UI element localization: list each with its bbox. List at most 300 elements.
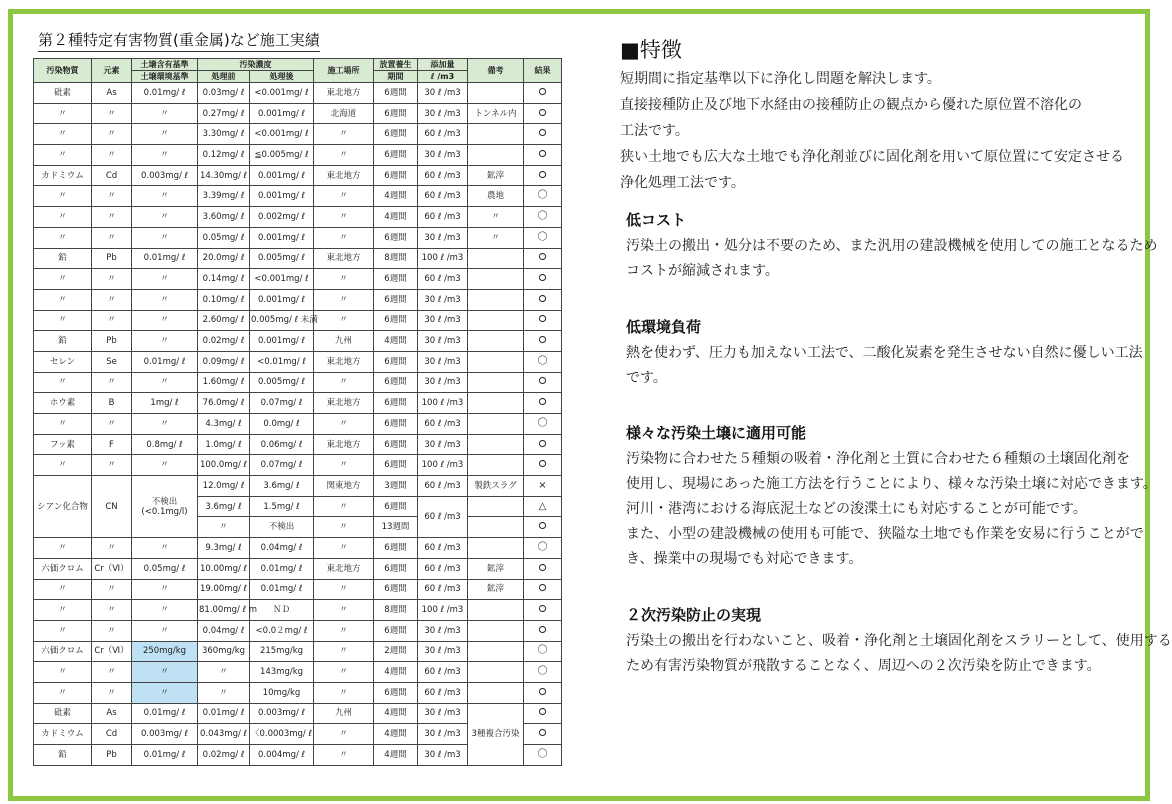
cell-result: ⭘ [524, 124, 562, 145]
cell-element: 〃 [92, 207, 132, 228]
header-result: 結果 [524, 59, 562, 83]
cell-location: 〃 [314, 269, 374, 290]
intro-line: 浄化処理工法です。 [620, 175, 745, 191]
cell-remarks [468, 289, 524, 310]
table-row [34, 414, 562, 435]
cell-location: 九州 [314, 331, 374, 352]
cell-amount: 30 ℓ /m3 [418, 310, 468, 331]
header-amount-top: 添加量 [418, 59, 468, 71]
cell-after: <0.001mg/ ℓ [250, 269, 314, 290]
cell-remarks [468, 331, 524, 352]
cell-standard: 〃 [132, 310, 198, 331]
cell-substance: カドミウム [34, 165, 92, 186]
cell-location: 〃 [314, 662, 374, 683]
cell-location: 東北地方 [314, 83, 374, 104]
table-row [34, 269, 562, 290]
cell-remarks [468, 310, 524, 331]
section-line: です。 [626, 370, 667, 386]
cell-after: <0.01mg/ ℓ [250, 351, 314, 372]
cell-location: 〃 [314, 372, 374, 393]
header-amount-bottom: ℓ /m3 [418, 71, 468, 83]
section-line: き、操業中の現場でも対応できます。 [626, 551, 863, 567]
cell-substance: 〃 [34, 207, 92, 228]
cell-after: 0.004mg/ ℓ [250, 745, 314, 766]
cell-before: 0.27mg/ ℓ [198, 103, 250, 124]
cell-remarks: 3種複合汚染 [468, 703, 524, 765]
cell-before: 0.043mg/ ℓ [198, 724, 250, 745]
section-line: また、小型の建設機械の使用も可能で、狭隘な土地でも作業を安易に行うことがで [626, 526, 1144, 542]
cell-amount: 60 ℓ /m3 [418, 186, 468, 207]
cell-period: 6週間 [374, 269, 418, 290]
cell-remarks [468, 269, 524, 290]
cell-result: 〇 [524, 207, 562, 228]
cell-period: 6週間 [374, 393, 418, 414]
header-after: 処理後 [250, 71, 314, 83]
cell-element: F [92, 434, 132, 455]
results-table [33, 58, 562, 766]
cell-amount: 60 ℓ /m3 [418, 207, 468, 228]
cell-after: <0.001mg/ ℓ [250, 124, 314, 145]
table-row [34, 476, 562, 497]
cell-after: 0.001mg/ ℓ [250, 165, 314, 186]
cell-period: 6週間 [374, 351, 418, 372]
cell-result: ⭘ [524, 165, 562, 186]
cell-standard: 1mg/ ℓ [132, 393, 198, 414]
cell-remarks [468, 662, 524, 683]
cell-result: ⭘ [524, 600, 562, 621]
cell-substance: 〃 [34, 372, 92, 393]
table-row [34, 641, 562, 662]
cell-result: ⭘ [524, 269, 562, 290]
cell-period: 4週間 [374, 186, 418, 207]
cell-before: 9.3mg/ ℓ [198, 538, 250, 559]
cell-remarks [468, 145, 524, 166]
header-curing-bottom: 期間 [374, 71, 418, 83]
cell-standard: 0.01mg/ ℓ [132, 351, 198, 372]
cell-element: B [92, 393, 132, 414]
cell-element: 〃 [92, 662, 132, 683]
cell-amount: 30 ℓ /m3 [418, 703, 468, 724]
cell-element: 〃 [92, 310, 132, 331]
cell-result: ⭘ [524, 724, 562, 745]
table-row [34, 662, 562, 683]
cell-period: 6週間 [374, 496, 418, 517]
cell-amount: 30 ℓ /m3 [418, 434, 468, 455]
cell-element: 〃 [92, 289, 132, 310]
table-row [34, 103, 562, 124]
cell-before: 〃 [198, 662, 250, 683]
cell-result: ⭘ [524, 289, 562, 310]
cell-before: 1.60mg/ ℓ [198, 372, 250, 393]
cell-result: ⭘ [524, 434, 562, 455]
cell-result: ⭘ [524, 372, 562, 393]
cell-substance: 〃 [34, 455, 92, 476]
cell-substance: 〃 [34, 103, 92, 124]
cell-standard: 〃 [132, 414, 198, 435]
table-row [34, 331, 562, 352]
header-element: 元素 [92, 59, 132, 83]
cell-result: × [524, 476, 562, 497]
cell-period: 6週間 [374, 310, 418, 331]
cell-result: ⭘ [524, 620, 562, 641]
cell-standard: 〃 [132, 620, 198, 641]
table-row [34, 186, 562, 207]
table-row [34, 434, 562, 455]
cell-standard: 〃 [132, 186, 198, 207]
cell-result: △ [524, 496, 562, 517]
cell-amount: 30 ℓ /m3 [418, 227, 468, 248]
section-title-secondary-prevention: ２次汚染防止の実現 [626, 606, 762, 624]
cell-before: 3.60mg/ ℓ [198, 207, 250, 228]
cell-period: 4週間 [374, 331, 418, 352]
cell-after: 〈0.0003mg/ ℓ [250, 724, 314, 745]
table-row [34, 682, 562, 703]
cell-period: 6週間 [374, 124, 418, 145]
cell-amount: 60 ℓ /m3 [418, 496, 468, 537]
cell-amount: 100 ℓ /m3 [418, 248, 468, 269]
cell-period: 6週間 [374, 227, 418, 248]
cell-before: 2.60mg/ ℓ [198, 310, 250, 331]
cell-period: 6週間 [374, 83, 418, 104]
cell-remarks [468, 83, 524, 104]
cell-result: ⭘ [524, 310, 562, 331]
table-row [34, 372, 562, 393]
cell-amount: 60 ℓ /m3 [418, 579, 468, 600]
cell-element: 〃 [92, 145, 132, 166]
cell-amount: 30 ℓ /m3 [418, 724, 468, 745]
cell-remarks: トンネル内 [468, 103, 524, 124]
cell-before: 3.30mg/ ℓ [198, 124, 250, 145]
cell-standard: 〃 [132, 289, 198, 310]
cell-period: 8週間 [374, 600, 418, 621]
cell-remarks: 鉱滓 [468, 579, 524, 600]
cell-substance: 〃 [34, 289, 92, 310]
cell-amount: 60 ℓ /m3 [418, 269, 468, 290]
intro-line: 短期間に指定基準以下に浄化し問題を解決します。 [620, 71, 941, 87]
table-row [34, 165, 562, 186]
section-line: ため有害汚染物質が飛散することなく、周辺への２次汚染を防止できます。 [626, 658, 1101, 674]
cell-period: 6週間 [374, 165, 418, 186]
table-row [34, 227, 562, 248]
cell-location: 北海道 [314, 103, 374, 124]
cell-standard: 〃 [132, 227, 198, 248]
cell-remarks [468, 496, 524, 517]
cell-element: 〃 [92, 227, 132, 248]
cell-substance: 〃 [34, 620, 92, 641]
header-curing-top: 放置養生 [374, 59, 418, 71]
cell-result: ⭘ [524, 517, 562, 538]
cell-period: 6週間 [374, 414, 418, 435]
cell-location: 〃 [314, 579, 374, 600]
table-title: 第２種特定有害物質(重金属)など施工実績 [38, 30, 320, 52]
cell-after: 1.5mg/ ℓ [250, 496, 314, 517]
table-row [34, 703, 562, 724]
cell-amount: 30 ℓ /m3 [418, 620, 468, 641]
cell-before: 0.14mg/ ℓ [198, 269, 250, 290]
cell-result: ⭘ [524, 558, 562, 579]
cell-substance: 〃 [34, 124, 92, 145]
cell-substance: フッ素 [34, 434, 92, 455]
cell-location: 〃 [314, 186, 374, 207]
section-title-low-impact: 低環境負荷 [626, 318, 702, 336]
cell-substance: 〃 [34, 186, 92, 207]
cell-standard: 0.01mg/ ℓ [132, 745, 198, 766]
cell-remarks [468, 248, 524, 269]
cell-element: 〃 [92, 372, 132, 393]
cell-before: 20.0mg/ ℓ [198, 248, 250, 269]
cell-period: 4週間 [374, 703, 418, 724]
table-row [34, 579, 562, 600]
cell-standard: 〃 [132, 207, 198, 228]
table-body [34, 83, 562, 766]
cell-amount: 60 ℓ /m3 [418, 662, 468, 683]
cell-element: Pb [92, 248, 132, 269]
cell-period: 6週間 [374, 103, 418, 124]
cell-location: 〃 [314, 310, 374, 331]
cell-amount: 60 ℓ /m3 [418, 124, 468, 145]
header-soil-standard-bottom: 土壌環境基準 [132, 71, 198, 83]
cell-standard: 250mg/kg [132, 641, 198, 662]
cell-amount: 60 ℓ /m3 [418, 538, 468, 559]
cell-substance: 〃 [34, 269, 92, 290]
section-line: 熱を使わず、圧力も加えない工法で、二酸化炭素を発生させない自然に優しい工法 [626, 345, 1143, 361]
table-row [34, 351, 562, 372]
cell-result: 〇 [524, 538, 562, 559]
cell-standard: 不検出 (<0.1mg/l) [132, 476, 198, 538]
cell-after: 0.07mg/ ℓ [250, 455, 314, 476]
cell-period: 3週間 [374, 476, 418, 497]
cell-before: 0.02mg/ ℓ [198, 745, 250, 766]
cell-result: ⭘ [524, 145, 562, 166]
cell-element: Cd [92, 724, 132, 745]
cell-period: 6週間 [374, 434, 418, 455]
cell-substance: セレン [34, 351, 92, 372]
cell-substance: 〃 [34, 310, 92, 331]
cell-remarks [468, 434, 524, 455]
cell-result: 〇 [524, 641, 562, 662]
cell-after: ≦0.005mg/ ℓ [250, 145, 314, 166]
cell-after: 0.002mg/ ℓ [250, 207, 314, 228]
cell-period: 6週間 [374, 145, 418, 166]
cell-location: 〃 [314, 496, 374, 517]
cell-before: 0.02mg/ ℓ [198, 331, 250, 352]
cell-before: 100.0mg/ ℓ [198, 455, 250, 476]
cell-amount: 60 ℓ /m3 [418, 682, 468, 703]
cell-substance: シアン化合物 [34, 476, 92, 538]
cell-before: 76.0mg/ ℓ [198, 393, 250, 414]
cell-remarks [468, 538, 524, 559]
cell-result: ⭘ [524, 393, 562, 414]
cell-amount: 100 ℓ /m3 [418, 455, 468, 476]
cell-period: 6週間 [374, 558, 418, 579]
cell-before: 0.12mg/ ℓ [198, 145, 250, 166]
cell-remarks [468, 351, 524, 372]
cell-substance: 〃 [34, 227, 92, 248]
cell-result: 〇 [524, 227, 562, 248]
cell-standard: 0.05mg/ ℓ [132, 558, 198, 579]
cell-amount: 30 ℓ /m3 [418, 745, 468, 766]
cell-element: 〃 [92, 579, 132, 600]
header-remarks: 備考 [468, 59, 524, 83]
cell-substance: 六価クロム [34, 558, 92, 579]
cell-standard: 〃 [132, 103, 198, 124]
cell-period: 6週間 [374, 372, 418, 393]
cell-standard: 〃 [132, 600, 198, 621]
cell-standard: 〃 [132, 682, 198, 703]
cell-remarks [468, 414, 524, 435]
cell-element: Cr（Ⅵ） [92, 558, 132, 579]
cell-after: 0.001mg/ ℓ [250, 186, 314, 207]
cell-amount: 60 ℓ /m3 [418, 165, 468, 186]
cell-before: 0.04mg/ ℓ [198, 620, 250, 641]
cell-result: ⭘ [524, 331, 562, 352]
cell-substance: 〃 [34, 579, 92, 600]
cell-substance: 砒素 [34, 83, 92, 104]
section-line: コストが縮減されます。 [626, 263, 779, 279]
cell-after: 215mg/kg [250, 641, 314, 662]
intro-line: 狭い土地でも広大な土地でも浄化剤並びに固化剤を用いて原位置にて安定させる [620, 149, 1124, 165]
cell-substance: 〃 [34, 145, 92, 166]
cell-location: 〃 [314, 724, 374, 745]
cell-element: Pb [92, 331, 132, 352]
table-row [34, 248, 562, 269]
cell-substance: 〃 [34, 538, 92, 559]
cell-amount: 60 ℓ /m3 [418, 414, 468, 435]
cell-amount: 30 ℓ /m3 [418, 289, 468, 310]
cell-standard: 〃 [132, 145, 198, 166]
cell-period: 4週間 [374, 724, 418, 745]
cell-location: 関東地方 [314, 476, 374, 497]
cell-period: 4週間 [374, 662, 418, 683]
cell-standard: 〃 [132, 124, 198, 145]
cell-remarks [468, 517, 524, 538]
cell-amount: 30 ℓ /m3 [418, 372, 468, 393]
cell-period: 8週間 [374, 248, 418, 269]
cell-substance: 鉛 [34, 331, 92, 352]
cell-remarks: 農地 [468, 186, 524, 207]
cell-remarks [468, 372, 524, 393]
cell-location: 東北地方 [314, 351, 374, 372]
cell-location: 〃 [314, 682, 374, 703]
cell-period: 6週間 [374, 620, 418, 641]
cell-result: ⭘ [524, 579, 562, 600]
cell-location: 東北地方 [314, 558, 374, 579]
table-row [34, 538, 562, 559]
cell-amount: 30 ℓ /m3 [418, 351, 468, 372]
cell-location: 〃 [314, 207, 374, 228]
cell-element: 〃 [92, 186, 132, 207]
intro-line: 工法です。 [620, 123, 689, 139]
cell-before: 81.00mg/ ℓ m [198, 600, 250, 621]
cell-after: 0.001mg/ ℓ [250, 103, 314, 124]
cell-remarks: 製鉄スラグ [468, 476, 524, 497]
cell-period: 6週間 [374, 579, 418, 600]
cell-standard: 〃 [132, 269, 198, 290]
cell-after: 0.003mg/ ℓ [250, 703, 314, 724]
cell-before: 0.09mg/ ℓ [198, 351, 250, 372]
cell-remarks: 鉱滓 [468, 558, 524, 579]
cell-amount: 30 ℓ /m3 [418, 103, 468, 124]
cell-period: 2週間 [374, 641, 418, 662]
cell-amount: 60 ℓ /m3 [418, 476, 468, 497]
table-row [34, 207, 562, 228]
cell-element: As [92, 703, 132, 724]
cell-remarks [468, 682, 524, 703]
cell-after: <0.001mg/ ℓ [250, 83, 314, 104]
intro-line: 直接接種防止及び地下水経由の接種防止の観点から優れた原位置不溶化の [620, 97, 1082, 113]
cell-standard: 〃 [132, 662, 198, 683]
cell-standard: 〃 [132, 372, 198, 393]
cell-location: 〃 [314, 517, 374, 538]
cell-after: 0.06mg/ ℓ [250, 434, 314, 455]
cell-location: 東北地方 [314, 434, 374, 455]
cell-remarks [468, 600, 524, 621]
cell-result: ⭘ [524, 682, 562, 703]
cell-result: ⭘ [524, 248, 562, 269]
cell-period: 13週間 [374, 517, 418, 538]
cell-remarks: 〃 [468, 227, 524, 248]
cell-after: 0.005mg/ ℓ [250, 248, 314, 269]
cell-remarks [468, 124, 524, 145]
cell-after: 0.01mg/ ℓ [250, 558, 314, 579]
header-before: 処理前 [198, 71, 250, 83]
cell-after: 不検出 [250, 517, 314, 538]
cell-element: As [92, 83, 132, 104]
cell-element: 〃 [92, 682, 132, 703]
cell-remarks: 〃 [468, 207, 524, 228]
cell-amount: 100 ℓ /m3 [418, 600, 468, 621]
cell-remarks [468, 455, 524, 476]
cell-after: 0.005mg/ ℓ 未満 [250, 310, 314, 331]
cell-location: 東北地方 [314, 393, 374, 414]
cell-result: 〇 [524, 662, 562, 683]
cell-amount: 30 ℓ /m3 [418, 641, 468, 662]
cell-substance: 〃 [34, 662, 92, 683]
cell-result: ⭘ [524, 455, 562, 476]
cell-after: ＮＤ [250, 600, 314, 621]
cell-location: 〃 [314, 455, 374, 476]
cell-amount: 30 ℓ /m3 [418, 83, 468, 104]
cell-before: 3.6mg/ ℓ [198, 496, 250, 517]
cell-before: 360mg/kg [198, 641, 250, 662]
cell-amount: 30 ℓ /m3 [418, 145, 468, 166]
cell-standard: 0.8mg/ ℓ [132, 434, 198, 455]
cell-substance: 砒素 [34, 703, 92, 724]
section-line: 使用し、現場にあった施工方法を行うことにより、様々な汚染土壌に対応できます。 [626, 476, 1157, 492]
cell-standard: 0.01mg/ ℓ [132, 703, 198, 724]
table-row [34, 393, 562, 414]
cell-before: 〃 [198, 517, 250, 538]
cell-standard: 〃 [132, 331, 198, 352]
cell-after: 0.0mg/ ℓ [250, 414, 314, 435]
cell-result: ⭘ [524, 83, 562, 104]
table-row [34, 558, 562, 579]
cell-standard: 0.01mg/ ℓ [132, 248, 198, 269]
section-line: 汚染物に合わせた５種類の吸着・浄化剤と土質に合わせた６種類の土壌固化剤を [626, 451, 1130, 467]
cell-element: Pb [92, 745, 132, 766]
cell-substance: 六価クロム [34, 641, 92, 662]
cell-after: 0.001mg/ ℓ [250, 227, 314, 248]
cell-substance: 鉛 [34, 248, 92, 269]
cell-before: 14.30mg/ ℓ [198, 165, 250, 186]
table-row [34, 83, 562, 104]
cell-result: ⭘ [524, 703, 562, 724]
cell-result: 〇 [524, 186, 562, 207]
cell-after: 10mg/kg [250, 682, 314, 703]
cell-element: Cr（Ⅵ） [92, 641, 132, 662]
section-line: 河川・港湾における海底泥土などの浚渫土にも対応することが可能です。 [626, 501, 1087, 517]
cell-location: 〃 [314, 124, 374, 145]
